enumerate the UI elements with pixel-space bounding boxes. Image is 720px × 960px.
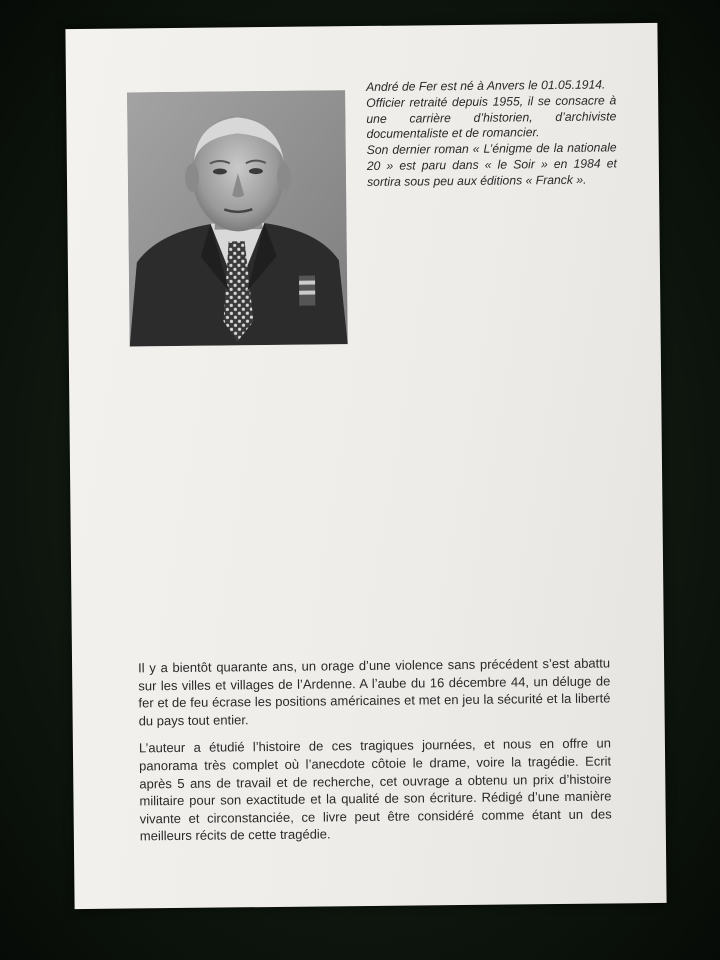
portrait-illustration [127, 90, 348, 346]
author-bio-line: Officier retraité depuis 1955, il se consacre à une carrière d’historien, d’archiviste documentaliste et de romancier. [366, 93, 617, 142]
book-blurb [138, 654, 612, 855]
author-bio-line: André de Fer est né à Anvers le 01.05.1914. [365, 77, 606, 94]
blurb-paragraph: Il y a bientôt quarante ans, un orage d’une violence sans précédent s’est abattu sur les villes et villages de l’Ardenne. A l’aube du 16 décembre 44, un déluge de fer et de feu écrase les positions américaines et met en jeu la sécurité et la liberté du pays tout entier. [138, 655, 611, 729]
author-bio [366, 77, 617, 190]
book-back-cover [65, 23, 666, 909]
blurb-paragraph: L’auteur a étudié l’histoire de ces tragiques journées, et nous en offre un panorama très complet où l’anecdote côtoie le drame, voire la tragédie. Ecrit après 5 ans de travail et de recherche, cet ouvrage a obtenu un prix d’histoire militaire pour son exactitude et la qualité de son écriture. Rédigé d’une manière vivante et circonstanciée, ce livre peut être considéré comme étant un des meilleurs récits de cette tragédie. [138, 735, 612, 844]
author-bio-line: Son dernier roman « L’énigme de la nationale 20 » est paru dans « le Soir » en 1984 et sortira sous peu aux éditions « Franck ». [366, 140, 617, 189]
author-portrait-photo [127, 90, 348, 346]
